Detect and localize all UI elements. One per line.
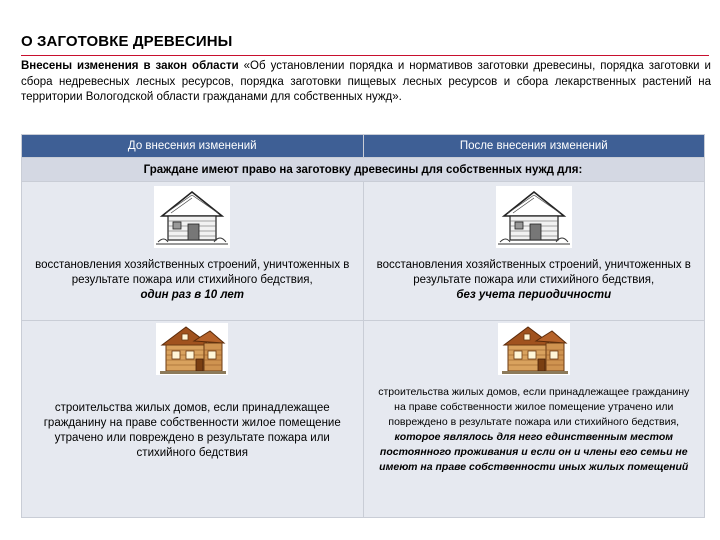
intro-text: «Об установлении порядка и нормативов заготовки древесины, порядка заготовки и сбора недревесных лесных ресурсов, порядка заготовки пищевых лесных ресурсов и сбора лекарственных растений на территории Вологодской области гражданами для собственных нужд». — [21, 60, 711, 104]
before-text: восстановления хозяйственных строений, уничтоженных в результате пожара или стихийного бедствия, — [35, 259, 350, 286]
after-emphasis: без учета периодичности — [456, 289, 612, 301]
table-row — [22, 182, 705, 321]
intro-lead: Внесены изменения в закон области — [21, 60, 239, 72]
old-wooden-shed-icon — [496, 186, 572, 248]
log-house-icon — [156, 323, 228, 375]
column-header-after: После внесения изменений — [363, 135, 705, 158]
before-text: строительства жилых домов, если принадлежащее гражданину на праве собственности жилое помещение утрачено или повреждено в результате пожара или стихийного бедствия — [43, 402, 341, 459]
intro-paragraph — [21, 59, 711, 106]
title-divider — [21, 55, 709, 56]
column-header-before: До внесения изменений — [22, 135, 364, 158]
cell-before-shed — [22, 182, 364, 321]
after-emphasis: которое являлось для него единственным местом постоянного проживания и если он и члены его семьи не имеют на праве собственности иных жилых помещений — [379, 431, 689, 473]
cell-after-shed — [363, 182, 705, 321]
old-wooden-shed-icon — [154, 186, 230, 248]
log-house-icon — [498, 323, 570, 375]
page-title: О ЗАГОТОВКЕ ДРЕВЕСИНЫ — [21, 33, 233, 50]
before-emphasis: один раз в 10 лет — [140, 289, 245, 301]
table-subheader: Граждане имеют право на заготовку древесины для собственных нужд для: — [22, 158, 705, 182]
table-row — [22, 321, 705, 518]
after-text: строительства жилых домов, если принадлежащее гражданину на праве собственности жилое помещение утрачено или повреждено в результате пожара или стихийного бедствия, — [378, 386, 690, 428]
after-text: восстановления хозяйственных строений, уничтоженных в результате пожара или стихийного бедствия, — [376, 259, 691, 286]
comparison-table — [21, 134, 705, 518]
cell-before-house — [22, 321, 364, 518]
cell-after-house — [363, 321, 705, 518]
